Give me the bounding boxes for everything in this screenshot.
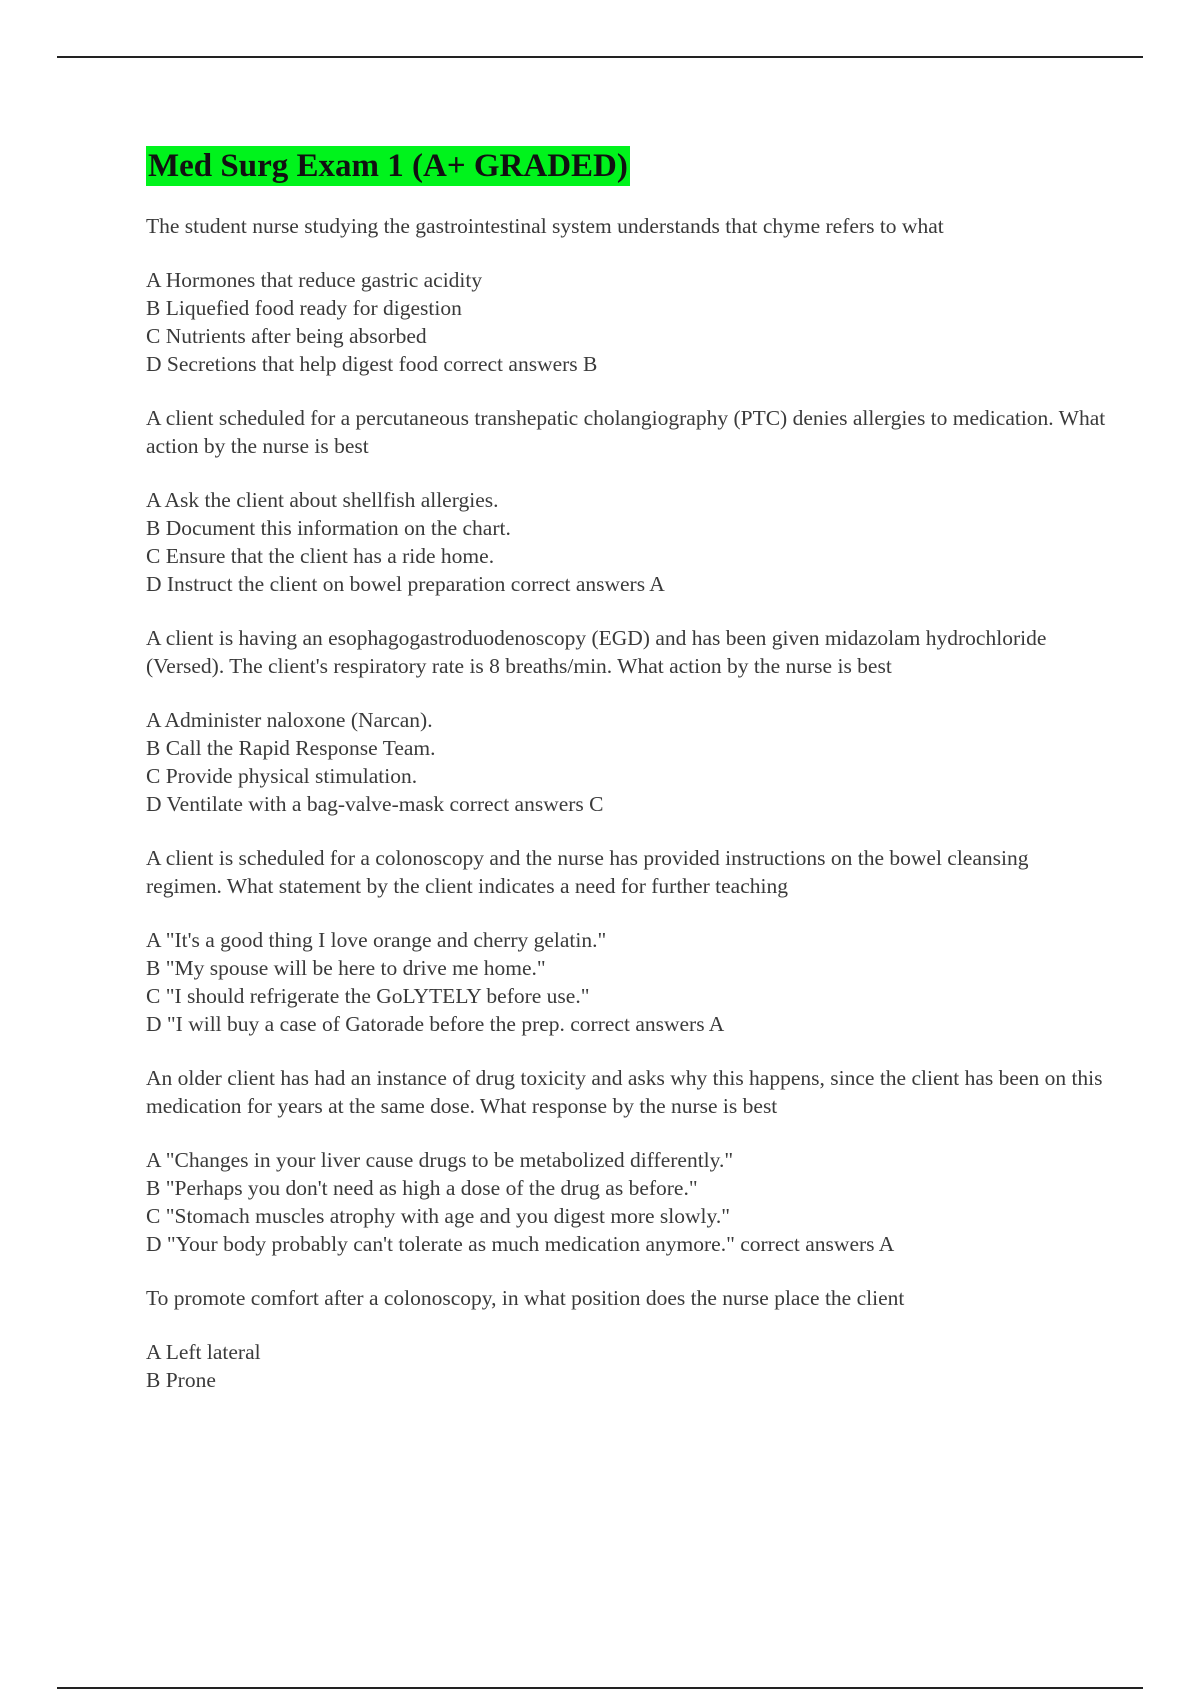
- question-text: An older client has had an instance of drug toxicity and asks why this happens, since the client has been on this medication for years at the same dose. What response by the nurse is best: [146, 1066, 1103, 1118]
- question-block-1: [146, 212, 1106, 378]
- answer-options: [146, 486, 1106, 598]
- question-block-5: [146, 1064, 1106, 1258]
- answer-options: [146, 706, 1106, 818]
- top-rule: [57, 56, 1143, 58]
- bottom-rule: [57, 1687, 1143, 1689]
- question-block-3: [146, 624, 1106, 818]
- question-text: A client is having an esophagogastroduodenoscopy (EGD) and has been given midazolam hydrochloride (Versed). The client's respiratory rate is 8 breaths/min. What action by the nurse is best: [146, 626, 1047, 678]
- answer-option-c: C "I should refrigerate the GoLYTELY before use.": [146, 984, 590, 1008]
- document-body: [146, 146, 1106, 1420]
- question-block-4: [146, 844, 1106, 1038]
- answer-options: [146, 266, 1106, 378]
- answer-option-b: B Liquefied food ready for digestion: [146, 296, 462, 320]
- question-block-6: [146, 1284, 1106, 1394]
- answer-option-a: A Hormones that reduce gastric acidity: [146, 268, 483, 292]
- answer-options: [146, 1146, 1106, 1258]
- answer-options: [146, 926, 1106, 1038]
- answer-option-c: C Ensure that the client has a ride home.: [146, 544, 495, 568]
- answer-option-d: D Secretions that help digest food correct answers B: [146, 352, 598, 376]
- document-title: Med Surg Exam 1 (A+ GRADED): [148, 148, 628, 184]
- answer-option-c: C Provide physical stimulation.: [146, 764, 418, 788]
- answer-option-a: A Left lateral: [146, 1340, 261, 1364]
- answer-option-a: A Administer naloxone (Narcan).: [146, 708, 433, 732]
- question-text: A client is scheduled for a colonoscopy and the nurse has provided instructions on the bowel cleansing regimen. What statement by the client indicates a need for further teaching: [146, 846, 1029, 898]
- answer-option-c: C Nutrients after being absorbed: [146, 324, 427, 348]
- answer-option-b: B "My spouse will be here to drive me home.": [146, 956, 546, 980]
- answer-option-d: D Ventilate with a bag-valve-mask correct answers C: [146, 792, 604, 816]
- answer-option-b: B "Perhaps you don't need as high a dose of the drug as before.": [146, 1176, 698, 1200]
- answer-option-a: A "It's a good thing I love orange and cherry gelatin.": [146, 928, 607, 952]
- answer-option-d: D "I will buy a case of Gatorade before the prep. correct answers A: [146, 1012, 725, 1036]
- answer-option-d: D "Your body probably can't tolerate as much medication anymore." correct answers A: [146, 1232, 895, 1256]
- question-text: The student nurse studying the gastrointestinal system understands that chyme refers to what: [146, 214, 944, 238]
- answer-option-c: C "Stomach muscles atrophy with age and you digest more slowly.": [146, 1204, 731, 1228]
- answer-option-a: A Ask the client about shellfish allergies.: [146, 488, 499, 512]
- answer-option-d: D Instruct the client on bowel preparation correct answers A: [146, 572, 665, 596]
- answer-option-b: B Call the Rapid Response Team.: [146, 736, 436, 760]
- answer-options: [146, 1338, 1106, 1394]
- answer-option-b: B Document this information on the chart.: [146, 516, 511, 540]
- answer-option-a: A "Changes in your liver cause drugs to be metabolized differently.": [146, 1148, 734, 1172]
- question-text: A client scheduled for a percutaneous transhepatic cholangiography (PTC) denies allergies to medication. What action by the nurse is best: [146, 406, 1106, 458]
- answer-option-b: B Prone: [146, 1368, 216, 1392]
- question-block-2: [146, 404, 1106, 598]
- question-text: To promote comfort after a colonoscopy, in what position does the nurse place the client: [146, 1286, 905, 1310]
